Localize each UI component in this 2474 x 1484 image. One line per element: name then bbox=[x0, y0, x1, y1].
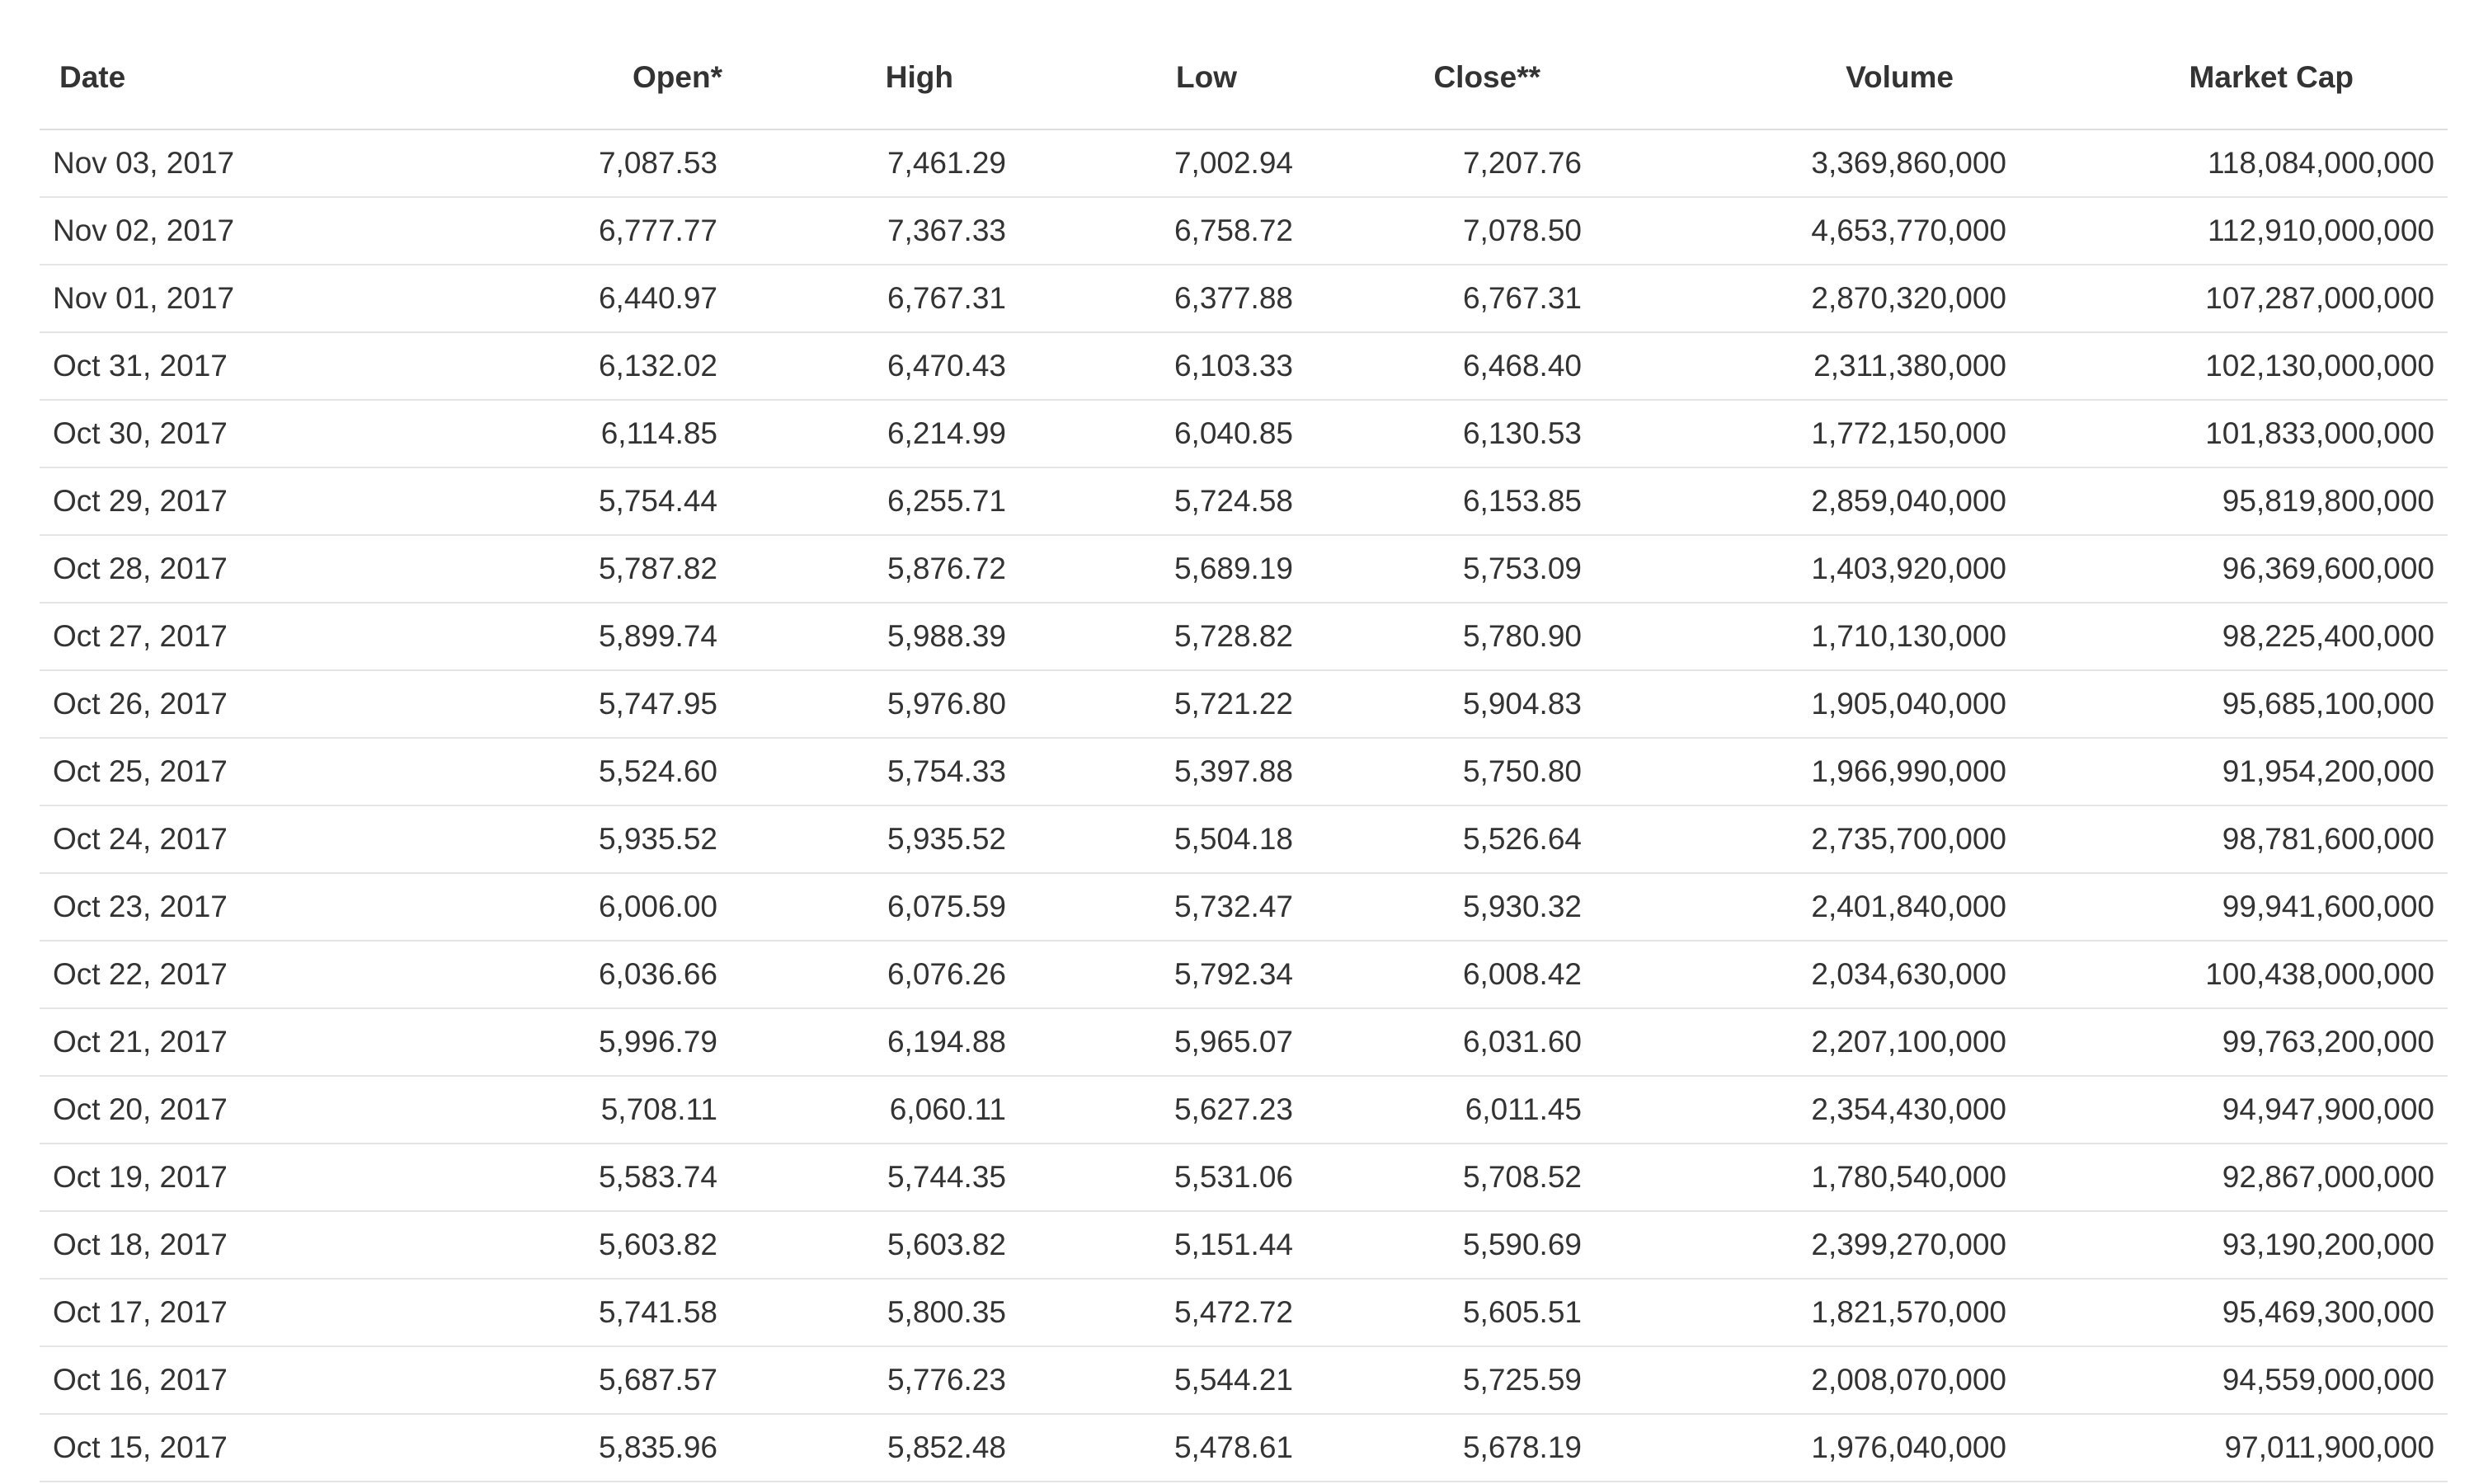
volume-cell: 1,710,130,000 bbox=[1595, 603, 2020, 670]
open-cell: 6,006.00 bbox=[468, 873, 731, 941]
date-cell: Oct 15, 2017 bbox=[40, 1414, 468, 1482]
market-cap-cell: 102,130,000,000 bbox=[2020, 332, 2448, 400]
high-cell: 6,076.26 bbox=[731, 941, 1019, 1008]
market-cap-cell: 101,833,000,000 bbox=[2020, 400, 2448, 467]
date-cell: Nov 02, 2017 bbox=[40, 197, 468, 265]
table-header bbox=[40, 26, 2448, 129]
open-cell: 5,996.79 bbox=[468, 1008, 731, 1076]
date-cell: Oct 29, 2017 bbox=[40, 467, 468, 535]
date-cell: Oct 26, 2017 bbox=[40, 670, 468, 738]
date-cell: Nov 03, 2017 bbox=[40, 129, 468, 197]
low-cell: 6,040.85 bbox=[1019, 400, 1306, 467]
table-row bbox=[40, 129, 2448, 197]
market-cap-cell: 98,225,400,000 bbox=[2020, 603, 2448, 670]
volume-cell: 2,311,380,000 bbox=[1595, 332, 2020, 400]
high-cell: 6,214.99 bbox=[731, 400, 1019, 467]
close-cell: 5,750.80 bbox=[1306, 738, 1595, 805]
market-cap-cell: 118,084,000,000 bbox=[2020, 129, 2448, 197]
column-header-low[interactable]: Low bbox=[1019, 26, 1306, 129]
open-cell: 5,687.57 bbox=[468, 1346, 731, 1414]
close-cell: 5,753.09 bbox=[1306, 535, 1595, 603]
open-cell: 6,440.97 bbox=[468, 265, 731, 332]
close-cell: 5,678.19 bbox=[1306, 1414, 1595, 1482]
column-header-close[interactable]: Close** bbox=[1306, 26, 1595, 129]
market-cap-cell: 94,559,000,000 bbox=[2020, 1346, 2448, 1414]
date-cell: Oct 30, 2017 bbox=[40, 400, 468, 467]
volume-cell: 2,207,100,000 bbox=[1595, 1008, 2020, 1076]
low-cell: 5,627.23 bbox=[1019, 1076, 1306, 1144]
volume-cell: 2,401,840,000 bbox=[1595, 873, 2020, 941]
volume-cell: 1,976,040,000 bbox=[1595, 1414, 2020, 1482]
table-row bbox=[40, 1346, 2448, 1414]
date-cell: Oct 28, 2017 bbox=[40, 535, 468, 603]
high-cell: 6,075.59 bbox=[731, 873, 1019, 941]
market-cap-cell: 96,369,600,000 bbox=[2020, 535, 2448, 603]
market-cap-cell: 95,685,100,000 bbox=[2020, 670, 2448, 738]
high-cell: 5,976.80 bbox=[731, 670, 1019, 738]
open-cell: 5,935.52 bbox=[468, 805, 731, 873]
open-cell: 5,747.95 bbox=[468, 670, 731, 738]
table-row bbox=[40, 1211, 2448, 1279]
open-cell: 5,741.58 bbox=[468, 1279, 731, 1346]
low-cell: 5,732.47 bbox=[1019, 873, 1306, 941]
table-row bbox=[40, 1279, 2448, 1346]
date-cell: Oct 16, 2017 bbox=[40, 1346, 468, 1414]
table-row bbox=[40, 1008, 2448, 1076]
market-cap-cell: 99,763,200,000 bbox=[2020, 1008, 2448, 1076]
open-cell: 5,754.44 bbox=[468, 467, 731, 535]
volume-cell: 4,653,770,000 bbox=[1595, 197, 2020, 265]
close-cell: 6,011.45 bbox=[1306, 1076, 1595, 1144]
close-cell: 6,031.60 bbox=[1306, 1008, 1595, 1076]
high-cell: 5,876.72 bbox=[731, 535, 1019, 603]
volume-cell: 2,870,320,000 bbox=[1595, 265, 2020, 332]
historical-data-table bbox=[40, 26, 2448, 1482]
table-row bbox=[40, 1144, 2448, 1211]
table-row bbox=[40, 1414, 2448, 1482]
open-cell: 6,777.77 bbox=[468, 197, 731, 265]
volume-cell: 1,772,150,000 bbox=[1595, 400, 2020, 467]
high-cell: 5,776.23 bbox=[731, 1346, 1019, 1414]
table-row bbox=[40, 738, 2448, 805]
volume-cell: 1,780,540,000 bbox=[1595, 1144, 2020, 1211]
low-cell: 6,377.88 bbox=[1019, 265, 1306, 332]
high-cell: 5,800.35 bbox=[731, 1279, 1019, 1346]
high-cell: 7,367.33 bbox=[731, 197, 1019, 265]
low-cell: 5,728.82 bbox=[1019, 603, 1306, 670]
high-cell: 7,461.29 bbox=[731, 129, 1019, 197]
low-cell: 5,472.72 bbox=[1019, 1279, 1306, 1346]
column-header-open[interactable]: Open* bbox=[468, 26, 731, 129]
close-cell: 5,904.83 bbox=[1306, 670, 1595, 738]
table-row bbox=[40, 467, 2448, 535]
close-cell: 5,930.32 bbox=[1306, 873, 1595, 941]
column-header-volume[interactable]: Volume bbox=[1595, 26, 2020, 129]
low-cell: 5,397.88 bbox=[1019, 738, 1306, 805]
volume-cell: 3,369,860,000 bbox=[1595, 129, 2020, 197]
date-cell: Oct 23, 2017 bbox=[40, 873, 468, 941]
open-cell: 5,583.74 bbox=[468, 1144, 731, 1211]
low-cell: 5,478.61 bbox=[1019, 1414, 1306, 1482]
low-cell: 5,965.07 bbox=[1019, 1008, 1306, 1076]
low-cell: 6,758.72 bbox=[1019, 197, 1306, 265]
table-row bbox=[40, 400, 2448, 467]
table-body bbox=[40, 129, 2448, 1482]
date-cell: Oct 18, 2017 bbox=[40, 1211, 468, 1279]
historical-data-panel bbox=[40, 26, 2448, 1482]
low-cell: 5,544.21 bbox=[1019, 1346, 1306, 1414]
low-cell: 6,103.33 bbox=[1019, 332, 1306, 400]
high-cell: 5,935.52 bbox=[731, 805, 1019, 873]
high-cell: 5,744.35 bbox=[731, 1144, 1019, 1211]
high-cell: 5,754.33 bbox=[731, 738, 1019, 805]
date-cell: Oct 22, 2017 bbox=[40, 941, 468, 1008]
close-cell: 5,725.59 bbox=[1306, 1346, 1595, 1414]
high-cell: 6,060.11 bbox=[731, 1076, 1019, 1144]
market-cap-cell: 112,910,000,000 bbox=[2020, 197, 2448, 265]
date-cell: Oct 17, 2017 bbox=[40, 1279, 468, 1346]
date-cell: Oct 24, 2017 bbox=[40, 805, 468, 873]
low-cell: 5,721.22 bbox=[1019, 670, 1306, 738]
volume-cell: 2,735,700,000 bbox=[1595, 805, 2020, 873]
open-cell: 5,787.82 bbox=[468, 535, 731, 603]
market-cap-cell: 94,947,900,000 bbox=[2020, 1076, 2448, 1144]
open-cell: 5,899.74 bbox=[468, 603, 731, 670]
close-cell: 6,767.31 bbox=[1306, 265, 1595, 332]
open-cell: 5,835.96 bbox=[468, 1414, 731, 1482]
market-cap-cell: 95,469,300,000 bbox=[2020, 1279, 2448, 1346]
volume-cell: 2,034,630,000 bbox=[1595, 941, 2020, 1008]
volume-cell: 1,403,920,000 bbox=[1595, 535, 2020, 603]
close-cell: 5,780.90 bbox=[1306, 603, 1595, 670]
close-cell: 5,605.51 bbox=[1306, 1279, 1595, 1346]
open-cell: 6,132.02 bbox=[468, 332, 731, 400]
market-cap-cell: 91,954,200,000 bbox=[2020, 738, 2448, 805]
open-cell: 5,524.60 bbox=[468, 738, 731, 805]
high-cell: 5,852.48 bbox=[731, 1414, 1019, 1482]
volume-cell: 2,859,040,000 bbox=[1595, 467, 2020, 535]
table-row bbox=[40, 265, 2448, 332]
close-cell: 6,130.53 bbox=[1306, 400, 1595, 467]
date-cell: Oct 19, 2017 bbox=[40, 1144, 468, 1211]
market-cap-cell: 107,287,000,000 bbox=[2020, 265, 2448, 332]
low-cell: 5,531.06 bbox=[1019, 1144, 1306, 1211]
volume-cell: 2,008,070,000 bbox=[1595, 1346, 2020, 1414]
open-cell: 6,036.66 bbox=[468, 941, 731, 1008]
column-header-date[interactable]: Date bbox=[40, 26, 468, 129]
market-cap-cell: 98,781,600,000 bbox=[2020, 805, 2448, 873]
date-cell: Oct 25, 2017 bbox=[40, 738, 468, 805]
column-header-market-cap[interactable]: Market Cap bbox=[2020, 26, 2448, 129]
close-cell: 6,153.85 bbox=[1306, 467, 1595, 535]
close-cell: 6,468.40 bbox=[1306, 332, 1595, 400]
date-cell: Oct 21, 2017 bbox=[40, 1008, 468, 1076]
market-cap-cell: 92,867,000,000 bbox=[2020, 1144, 2448, 1211]
open-cell: 7,087.53 bbox=[468, 129, 731, 197]
market-cap-cell: 97,011,900,000 bbox=[2020, 1414, 2448, 1482]
market-cap-cell: 99,941,600,000 bbox=[2020, 873, 2448, 941]
open-cell: 6,114.85 bbox=[468, 400, 731, 467]
table-row bbox=[40, 1076, 2448, 1144]
table-row bbox=[40, 873, 2448, 941]
close-cell: 6,008.42 bbox=[1306, 941, 1595, 1008]
high-cell: 5,603.82 bbox=[731, 1211, 1019, 1279]
high-cell: 5,988.39 bbox=[731, 603, 1019, 670]
open-cell: 5,603.82 bbox=[468, 1211, 731, 1279]
high-cell: 6,470.43 bbox=[731, 332, 1019, 400]
table-row bbox=[40, 670, 2448, 738]
date-cell: Oct 31, 2017 bbox=[40, 332, 468, 400]
close-cell: 7,207.76 bbox=[1306, 129, 1595, 197]
low-cell: 5,504.18 bbox=[1019, 805, 1306, 873]
close-cell: 5,526.64 bbox=[1306, 805, 1595, 873]
volume-cell: 2,354,430,000 bbox=[1595, 1076, 2020, 1144]
header-row bbox=[40, 26, 2448, 129]
market-cap-cell: 100,438,000,000 bbox=[2020, 941, 2448, 1008]
volume-cell: 1,821,570,000 bbox=[1595, 1279, 2020, 1346]
column-header-high[interactable]: High bbox=[731, 26, 1019, 129]
close-cell: 7,078.50 bbox=[1306, 197, 1595, 265]
low-cell: 5,724.58 bbox=[1019, 467, 1306, 535]
table-row bbox=[40, 603, 2448, 670]
market-cap-cell: 93,190,200,000 bbox=[2020, 1211, 2448, 1279]
high-cell: 6,255.71 bbox=[731, 467, 1019, 535]
table-row bbox=[40, 332, 2448, 400]
volume-cell: 1,905,040,000 bbox=[1595, 670, 2020, 738]
low-cell: 5,151.44 bbox=[1019, 1211, 1306, 1279]
high-cell: 6,194.88 bbox=[731, 1008, 1019, 1076]
volume-cell: 1,966,990,000 bbox=[1595, 738, 2020, 805]
date-cell: Oct 20, 2017 bbox=[40, 1076, 468, 1144]
close-cell: 5,708.52 bbox=[1306, 1144, 1595, 1211]
open-cell: 5,708.11 bbox=[468, 1076, 731, 1144]
volume-cell: 2,399,270,000 bbox=[1595, 1211, 2020, 1279]
table-row bbox=[40, 197, 2448, 265]
high-cell: 6,767.31 bbox=[731, 265, 1019, 332]
table-row bbox=[40, 941, 2448, 1008]
date-cell: Oct 27, 2017 bbox=[40, 603, 468, 670]
market-cap-cell: 95,819,800,000 bbox=[2020, 467, 2448, 535]
close-cell: 5,590.69 bbox=[1306, 1211, 1595, 1279]
table-row bbox=[40, 535, 2448, 603]
table-row bbox=[40, 805, 2448, 873]
date-cell: Nov 01, 2017 bbox=[40, 265, 468, 332]
low-cell: 7,002.94 bbox=[1019, 129, 1306, 197]
low-cell: 5,689.19 bbox=[1019, 535, 1306, 603]
low-cell: 5,792.34 bbox=[1019, 941, 1306, 1008]
